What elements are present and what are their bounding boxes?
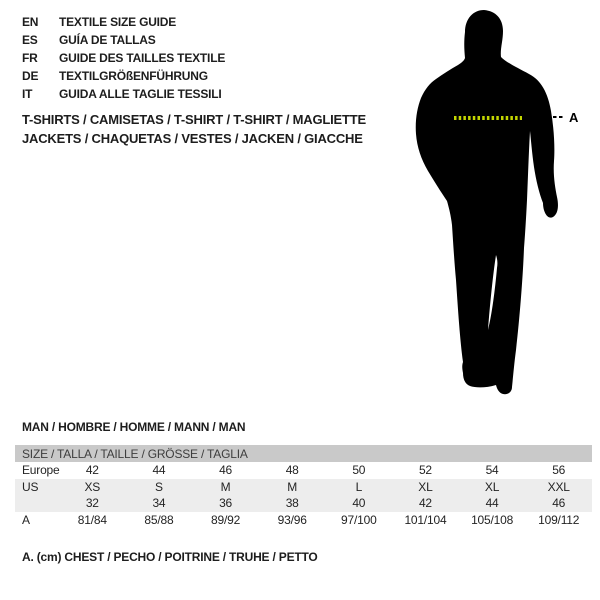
size-cell: 85/88 [144, 512, 174, 527]
language-row-es [22, 31, 225, 49]
section-title-man: MAN / HOMBRE / HOMME / MANN / MAN [22, 420, 246, 434]
table-row-chest-cm [15, 512, 592, 529]
size-cell: 89/92 [211, 512, 241, 527]
table-row-us-letters [15, 479, 592, 496]
size-table-header: SIZE / TALLA / TAILLE / GRÖSSE / TAGLIA [15, 445, 592, 462]
language-list [22, 13, 225, 103]
measurement-footnote: A. (cm) CHEST / PECHO / POITRINE / TRUHE / PETTO [22, 550, 318, 564]
language-code: DE [22, 69, 39, 83]
size-cell: 40 [326, 495, 393, 512]
size-cell: 93/96 [277, 512, 307, 527]
table-row-us-numbers [15, 495, 592, 512]
row-label: Europe [22, 463, 60, 478]
language-title: GUIDA ALLE TAGLIE TESSILI [59, 87, 222, 101]
size-cell: 46 [525, 495, 592, 512]
language-row-en [22, 13, 225, 31]
language-code: ES [22, 33, 38, 47]
size-cell: 36 [192, 495, 259, 512]
size-table [15, 445, 592, 528]
size-cell: XS [59, 479, 126, 496]
size-cell: 54 [485, 463, 499, 478]
category-tshirts: T-SHIRTS / CAMISETAS / T-SHIRT / T-SHIRT / MAGLIETTE [22, 112, 366, 127]
size-cell: 56 [552, 463, 566, 478]
size-cell: 48 [285, 463, 299, 478]
size-cell: 97/100 [341, 512, 377, 527]
language-title: GUÍA DE TALLAS [59, 33, 156, 47]
language-row-de [22, 67, 225, 85]
size-cell: L [326, 479, 393, 496]
size-cell: 109/112 [538, 512, 580, 527]
size-cell: XL [392, 479, 459, 496]
size-cell: S [126, 479, 193, 496]
size-cell: 105/108 [471, 512, 514, 527]
language-row-it [22, 85, 225, 103]
size-cell: 101/104 [404, 512, 447, 527]
language-title: GUIDE DES TAILLES TEXTILE [59, 51, 226, 65]
size-cell: 38 [259, 495, 326, 512]
size-cell: 42 [85, 463, 99, 478]
row-label [15, 495, 59, 512]
size-cell: XXL [525, 479, 592, 496]
language-code: EN [22, 15, 39, 29]
size-cell: M [192, 479, 259, 496]
language-code: FR [22, 51, 38, 65]
language-title: TEXTILGRÖßENFÜHRUNG [59, 69, 208, 83]
category-jackets: JACKETS / CHAQUETAS / VESTES / JACKEN / GIACCHE [22, 131, 363, 146]
size-cell: XL [459, 479, 526, 496]
size-cell: 32 [59, 495, 126, 512]
table-row-europe [15, 462, 592, 479]
language-code: IT [22, 87, 33, 101]
row-label: A [22, 512, 30, 527]
language-row-fr [22, 49, 225, 67]
size-cell: 44 [152, 463, 166, 478]
size-cell: 50 [352, 463, 366, 478]
size-cell: 52 [418, 463, 432, 478]
size-cell: 81/84 [77, 512, 107, 527]
size-cell: 34 [126, 495, 193, 512]
measure-label-a: A [569, 110, 579, 125]
size-cell: M [259, 479, 326, 496]
size-table-header-row [15, 445, 592, 462]
size-cell: 44 [459, 495, 526, 512]
row-label: US [15, 479, 59, 496]
man-silhouette-figure [405, 0, 580, 405]
man-silhouette [416, 10, 558, 394]
size-cell: 46 [219, 463, 233, 478]
size-cell: 42 [392, 495, 459, 512]
category-titles [22, 110, 366, 148]
language-title: TEXTILE SIZE GUIDE [59, 15, 177, 29]
